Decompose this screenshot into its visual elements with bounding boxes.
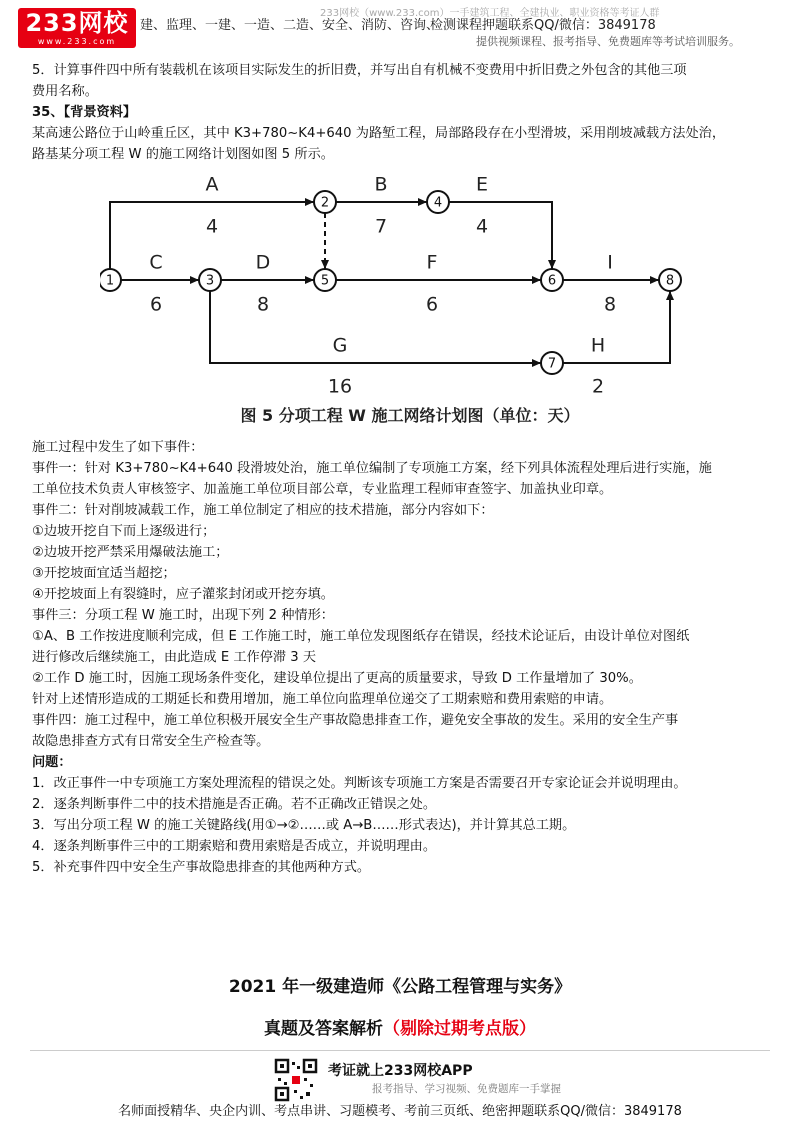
activity-I-label: I	[607, 251, 613, 274]
logo-subtext: www.233.com	[37, 37, 117, 46]
situation-2: ②工作 D 施工时，因施工现场条件变化，建设单位提出了更高的质量要求，导致 D 工作量增加了 30%。	[32, 671, 642, 686]
activity-D-duration: 8	[256, 293, 270, 316]
activity-G-label: G	[332, 334, 348, 357]
activity-I-duration: 8	[603, 293, 617, 316]
question-1: 1．改正事件一中专项施工方案处理流程的错误之处。判断该专项施工方案是否需要召开专家论证会并说明理由。	[32, 776, 687, 791]
question-5: 5．补充事件四中安全生产事故隐患排查的其他两种方式。	[32, 860, 371, 875]
prev-question-5-line2: 费用名称。	[32, 84, 98, 99]
node-5	[314, 269, 336, 291]
app-promo: 考证就上233网校APP	[328, 1063, 473, 1079]
node-5-label: 5	[320, 273, 330, 289]
event1-line1: 事件一：针对 K3+780~K4+640 段滑坡处治，施工单位编制了专项施工方案，经下列具体流程处理后进行实施，施	[32, 461, 712, 476]
event3-line1: 事件三：分项工程 W 施工时，出现下列 2 种情形：	[32, 608, 334, 623]
question-2: 2．逐条判断事件二中的技术措施是否正确。若不正确改正错误之处。	[32, 797, 437, 812]
background-line1: 某高速公路位于山岭重丘区，其中 K3+780~K4+640 为路堑工程，局部路段存在小型滑坡，采用削坡减载方法处治，	[32, 126, 726, 141]
activity-B-duration: 7	[374, 215, 388, 238]
activity-E-arrow	[449, 202, 552, 269]
measure-1: ①边坡开挖自下而上逐级进行；	[32, 524, 216, 539]
node-6-label: 6	[547, 273, 557, 289]
page-header	[0, 0, 800, 56]
node-1	[100, 269, 121, 291]
activity-H-duration: 2	[591, 375, 605, 398]
activity-A-label: A	[205, 173, 219, 196]
situation-1-line2: 进行修改后继续施工，由此造成 E 工作停滞 3 天	[32, 650, 317, 665]
activity-H-arrow	[563, 291, 670, 363]
activity-G-duration: 16	[327, 375, 353, 398]
node-4-label: 4	[433, 195, 443, 211]
diagram-caption: 图 5 分项工程 W 施工网络计划图（单位：天）	[240, 406, 580, 425]
measure-2: ②边坡开挖严禁采用爆破法施工；	[32, 545, 229, 560]
header-right-text: 检测课程押题联系QQ/微信：3849178	[430, 18, 656, 33]
prev-question-5-line1: 5．计算事件四中所有装载机在该项目实际发生的折旧费，并写出自有机械不变费用中折旧费之外包含的其他三项	[32, 63, 687, 78]
node-1-label: 1	[105, 273, 115, 289]
activity-E-duration: 4	[475, 215, 489, 238]
footer-title-1: 2021 年一级建造师《公路工程管理与实务》	[228, 977, 572, 997]
event3-claims: 针对上述情形造成的工期延长和费用增加，施工单位向监理单位递交了工期索赔和费用索赔的申请。	[32, 692, 613, 707]
footer-title-2-red: （剔除过期考点版）	[383, 1019, 536, 1039]
activity-H-label: H	[590, 334, 606, 357]
activity-F-duration: 6	[425, 293, 439, 316]
node-2	[314, 191, 336, 213]
node-6	[541, 269, 563, 291]
measure-4: ④开挖坡面上有裂缝时，应子灌浆封闭或开挖夯填。	[32, 587, 334, 602]
node-8-label: 8	[665, 273, 675, 289]
header-right-subtext: 提供视频课程、报考指导、免费题库等考试培训服务。	[476, 35, 740, 48]
footer-divider	[30, 1050, 770, 1051]
activity-D-label: D	[255, 251, 271, 274]
network-diagram-svg	[100, 165, 720, 405]
logo-text: 233网校	[25, 9, 129, 37]
background-line2: 路基某分项工程 W 的施工网络计划图如图 5 所示。	[32, 147, 334, 162]
footer-contact-line: 名师面授精华、央企内训、考点串讲、习题模考、考前三页纸、绝密押题联系QQ/微信：3849178	[118, 1104, 682, 1119]
question-4: 4．逐条判断事件三中的工期索赔和费用索赔是否成立，并说明理由。	[32, 839, 437, 854]
question-35-heading: 35、【背景资料】	[32, 105, 137, 120]
situation-1-line1: ①A、B 工作按进度顺利完成，但 E 工作施工时，施工单位发现图纸存在错误，经技术论证后，由设计单位对图纸	[32, 629, 690, 644]
node-4	[427, 191, 449, 213]
activity-F-label: F	[426, 251, 438, 274]
activity-C-duration: 6	[149, 293, 163, 316]
events-intro: 施工过程中发生了如下事件：	[32, 440, 204, 455]
node-2-label: 2	[320, 195, 330, 211]
activity-E-label: E	[475, 173, 489, 196]
activity-B-label: B	[374, 173, 388, 196]
node-7-label: 7	[547, 356, 557, 372]
header-left-text: 建、监理、一建、一造、二造、安全、消防、咨询、	[140, 18, 440, 33]
event4-line1: 事件四：施工过程中，施工单位积极开展安全生产事故隐患排查工作，避免安全事故的发生。采用的安全生产事	[32, 713, 679, 728]
footer-title-2-main: 真题及答案解析	[264, 1019, 383, 1039]
qr-code-icon	[274, 1058, 318, 1102]
app-promo-subtext: 报考指导、学习视频、免费题库一手掌握	[372, 1083, 561, 1095]
node-3	[199, 269, 221, 291]
node-3-label: 3	[205, 273, 215, 289]
header-faint-text: 233网校（www.233.com）一手建筑工程、全建执业、职业资格等考证人群	[320, 8, 660, 19]
activity-A-duration: 4	[205, 215, 219, 238]
event4-line2: 故隐患排查方式有日常安全生产检查等。	[32, 734, 270, 749]
footer-title-2	[0, 1014, 800, 1039]
activity-C-label: C	[149, 251, 163, 274]
measure-3: ③开挖坡面宜适当超挖；	[32, 566, 176, 581]
question-3: 3．写出分项工程 W 的施工关键路线(用①→②……或 A→B……形式表达)，并计算其总工期。	[32, 818, 576, 833]
network-diagram	[100, 165, 720, 433]
brand-logo	[18, 8, 136, 48]
node-8	[659, 269, 681, 291]
event1-line2: 工单位技术负责人审核签字、加盖施工单位项目部公章，专业监理工程师审查签字、加盖执业印章。	[32, 482, 613, 497]
event2-line1: 事件二：针对削坡减载工作，施工单位制定了相应的技术措施，部分内容如下：	[32, 503, 494, 518]
node-7	[541, 352, 563, 374]
questions-heading: 问题：	[32, 755, 72, 770]
